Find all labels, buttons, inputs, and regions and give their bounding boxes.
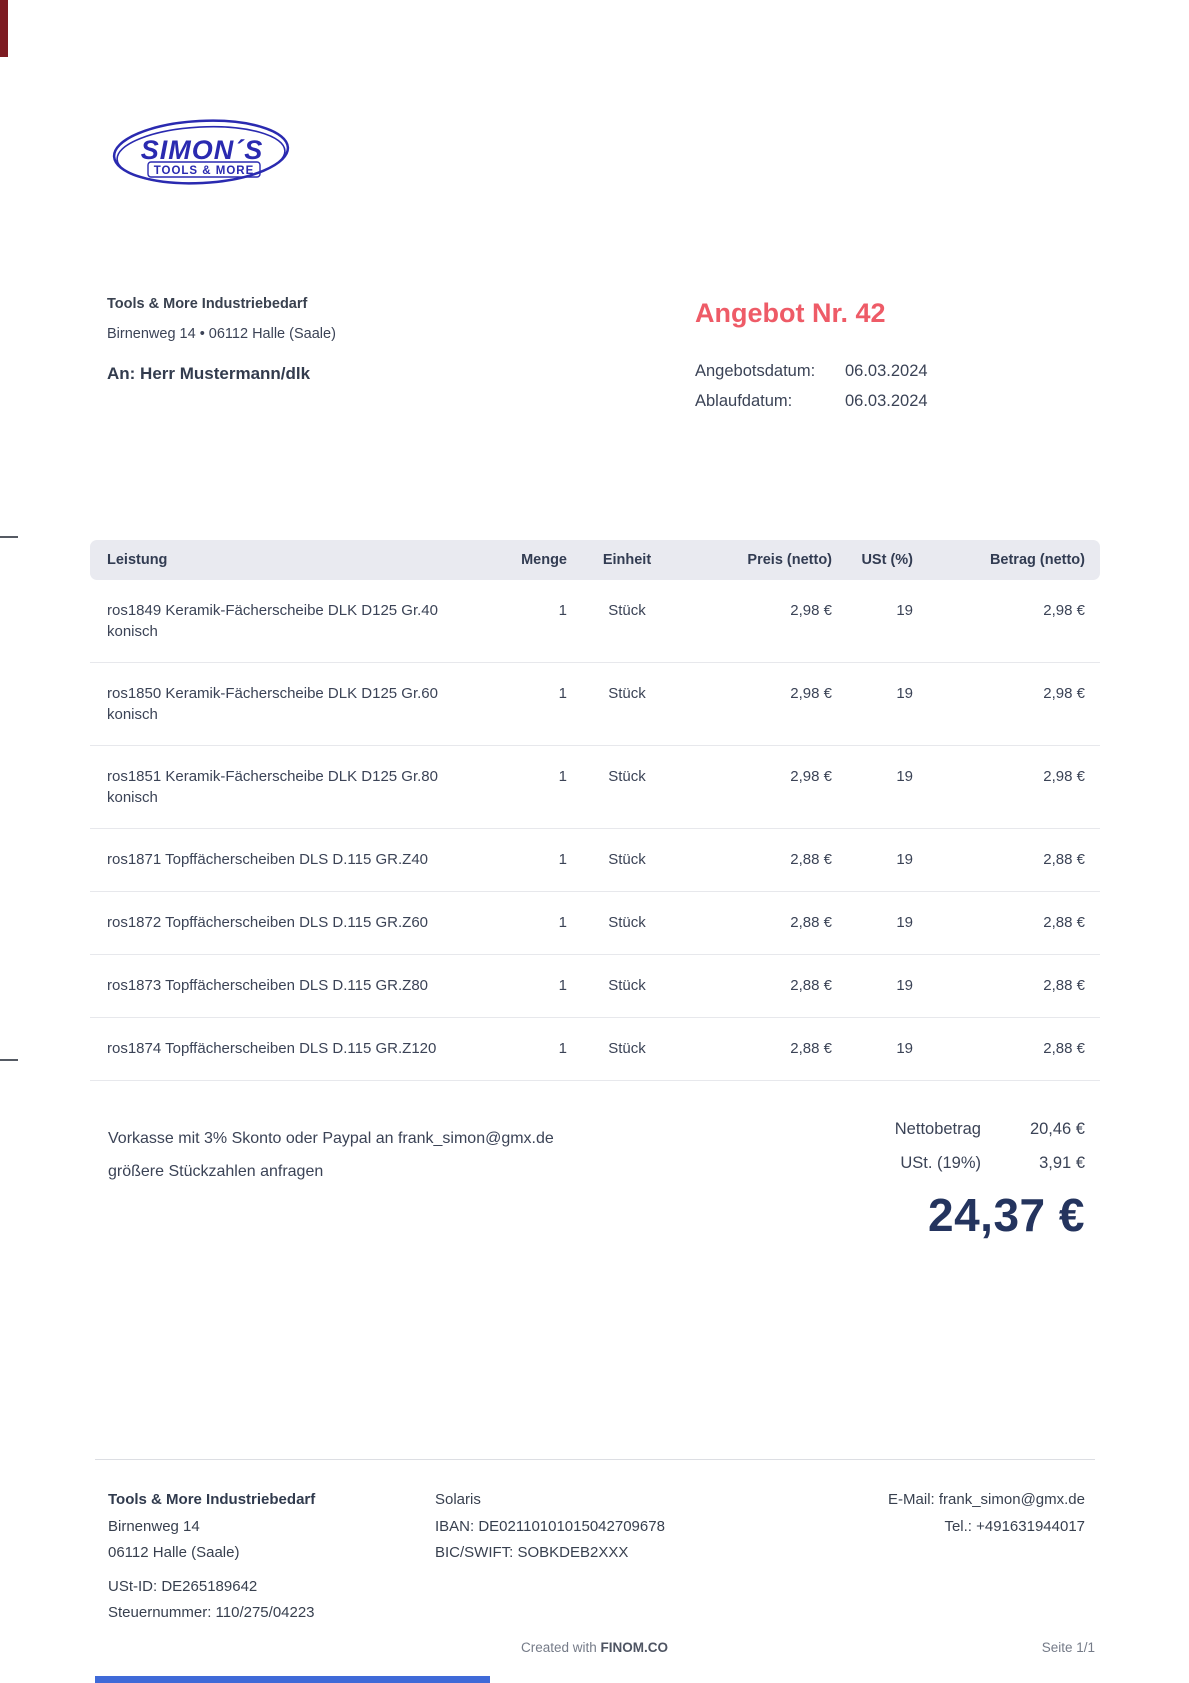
offer-date-label: Angebotsdatum: [695,362,816,380]
cell-betrag: 2,88 € [1043,851,1085,868]
table-row [90,580,1100,663]
cell-leistung: ros1871 Topffächerscheiben DLS D.115 GR.Z40 [107,851,429,868]
cell-leistung: ros1851 Keramik-Fächerscheibe DLK D125 Gr.80 konisch [107,768,438,806]
cell-betrag: 2,88 € [1043,1040,1085,1057]
col-header-menge: Menge [521,552,567,568]
simons-logo-graphic [110,118,292,188]
net-total-value: 20,46 € [1029,1120,1085,1138]
red-edge-artifact [0,0,8,57]
cell-ust: 19 [896,768,913,785]
cell-ust: 19 [896,851,913,868]
col-header-ust: USt (%) [861,552,913,568]
col-header-preis: Preis (netto) [747,552,832,568]
cell-betrag: 2,98 € [1043,685,1085,702]
expiry-date-value: 06.03.2024 [845,392,928,410]
payment-note-line: Vorkasse mit 3% Skonto oder Paypal an frank_simon@gmx.de [108,1130,554,1147]
cell-einheit: Stück [608,914,646,931]
payment-notes [108,1122,554,1188]
cell-menge: 1 [558,977,567,994]
recipient-line: An: Herr Mustermann/dlk [107,364,311,383]
cell-menge: 1 [558,914,567,931]
cell-ust: 19 [896,602,913,619]
table-row [90,892,1100,955]
cell-einheit: Stück [608,1040,646,1057]
cell-leistung: ros1850 Keramik-Fächerscheibe DLK D125 Gr.60 konisch [107,685,438,723]
created-with-brand: FINOM.CO [600,1640,669,1655]
cell-ust: 19 [896,685,913,702]
cell-menge: 1 [558,851,567,868]
cell-preis: 2,88 € [790,914,832,931]
cell-menge: 1 [558,1040,567,1057]
cell-preis: 2,88 € [790,851,832,868]
col-header-einheit: Einheit [602,552,652,568]
table-row [90,955,1100,1018]
net-total-row [895,1120,1085,1139]
cell-menge: 1 [558,602,567,619]
fold-mark [0,536,18,538]
footer-vat-id: USt-ID: DE265189642 [108,1577,258,1595]
footer-bic: BIC/SWIFT: SOBKDEB2XXX [435,1544,629,1561]
table-row [90,829,1100,892]
vat-row [895,1154,1085,1173]
table-row [90,1018,1100,1081]
footer-company-block [108,1487,315,1627]
cell-einheit: Stück [608,685,646,702]
table-row [90,746,1100,829]
footer-email: E-Mail: frank_simon@gmx.de [888,1491,1085,1508]
cell-preis: 2,88 € [790,977,832,994]
fold-mark [0,1059,18,1061]
cell-leistung: ros1849 Keramik-Fächerscheibe DLK D125 Gr.40 konisch [107,602,438,640]
footer-company-city: 06112 Halle (Saale) [108,1544,240,1561]
logo-tagline: TOOLS & MORE [153,165,255,177]
payment-note-line: größere Stückzahlen anfragen [108,1163,324,1180]
cell-ust: 19 [896,914,913,931]
page-indicator: Seite 1/1 [1041,1640,1095,1655]
cell-einheit: Stück [608,602,646,619]
created-with [521,1640,668,1655]
offer-date-value: 06.03.2024 [845,362,928,380]
offer-meta [695,362,928,422]
cell-preis: 2,88 € [790,1040,832,1057]
offer-title: Angebot Nr. 42 [695,298,886,328]
cell-leistung: ros1872 Topffächerscheiben DLS D.115 GR.Z60 [107,914,429,931]
cell-menge: 1 [558,685,567,702]
grand-total: 24,37 € [928,1189,1085,1241]
table-row [90,663,1100,746]
expiry-date-label: Ablaufdatum: [695,392,793,410]
col-header-betrag: Betrag (netto) [989,552,1085,568]
sender-company: Tools & More Industriebedarf [107,296,308,312]
cell-ust: 19 [896,977,913,994]
vat-value: 3,91 € [1039,1154,1085,1172]
footer-bank-name: Solaris [435,1491,481,1508]
totals-block [895,1120,1085,1242]
cell-menge: 1 [558,768,567,785]
company-logo [110,118,292,188]
cell-einheit: Stück [608,977,646,994]
col-header-leistung: Leistung [107,552,168,568]
cell-einheit: Stück [608,851,646,868]
blue-edge-artifact [95,1676,490,1683]
sender-address: Birnenweg 14 • 06112 Halle (Saale) [107,326,336,342]
vat-label: USt. (19%) [900,1154,981,1172]
cell-betrag: 2,88 € [1043,977,1085,994]
net-total-label: Nettobetrag [894,1120,981,1138]
created-with-prefix: Created with [520,1640,601,1655]
cell-betrag: 2,98 € [1043,602,1085,619]
cell-betrag: 2,88 € [1043,914,1085,931]
cell-betrag: 2,98 € [1043,768,1085,785]
footer-contact-block [888,1487,1085,1540]
cell-preis: 2,98 € [790,685,832,702]
footer-bank-block [435,1487,665,1567]
items-table [90,540,1100,1081]
footer-company-name: Tools & More Industriebedarf [108,1491,316,1508]
footer-tax-number: Steuernummer: 110/275/04223 [108,1604,315,1621]
cell-einheit: Stück [608,768,646,785]
cell-preis: 2,98 € [790,602,832,619]
cell-ust: 19 [896,1040,913,1057]
footer-iban: IBAN: DE02110101015042709678 [435,1517,665,1535]
footer-divider [95,1459,1095,1460]
cell-preis: 2,98 € [790,768,832,785]
cell-leistung: ros1873 Topffächerscheiben DLS D.115 GR.Z80 [107,977,429,994]
logo-name: SIMON´S [140,135,264,165]
offer-date-row [695,362,928,381]
footer-company-street: Birnenweg 14 [108,1517,200,1535]
cell-leistung: ros1874 Topffächerscheiben DLS D.115 GR.Z120 [107,1040,437,1057]
expiry-date-row [695,392,928,411]
footer-phone: Tel.: +491631944017 [944,1517,1085,1535]
table-header-row [90,540,1100,580]
